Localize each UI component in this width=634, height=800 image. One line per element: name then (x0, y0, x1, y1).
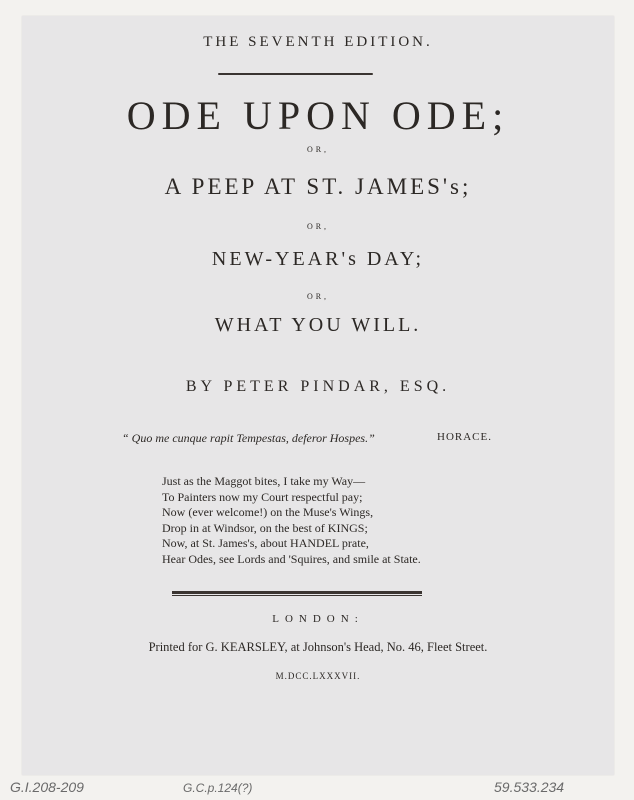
author-line: BY PETER PINDAR, ESQ. (185, 378, 451, 395)
verse-line: Now, at St. James's, about HANDEL prate, (162, 536, 369, 550)
edition-line: THE SEVENTH EDITION. (203, 34, 433, 50)
verse-line: Just as the Maggot bites, I take my Way— (162, 474, 366, 488)
title-page (22, 16, 614, 775)
verse-line: To Painters now my Court respectful pay; (162, 489, 363, 504)
or-connector: OR, (306, 292, 330, 301)
decorative-rule-top (218, 73, 373, 75)
verse-line: Drop in at Windsor, on the best of KINGS; (162, 520, 368, 535)
imprint-printer: Printed for G. KEARSLEY, at Johnson's Head, No. 46, Fleet Street. (148, 640, 488, 654)
verse-block (162, 474, 421, 567)
or-connector: OR, (306, 145, 330, 154)
or-connector: OR, (306, 222, 330, 231)
verse-line: Now (ever welcome!) on the Muse's Wings, (162, 505, 374, 519)
subtitle-what-you-will: WHAT YOU WILL. (214, 314, 422, 336)
pencil-annotation-right: 59.533.234 (494, 779, 565, 795)
main-title: ODE UPON ODE; (126, 93, 510, 138)
imprint-place: LONDON: (272, 613, 364, 625)
verse-line: Hear Odes, see Lords and 'Squires, and smile at State. (162, 551, 421, 566)
imprint-date: M.DCC.LXXXVII. (275, 671, 361, 681)
epigraph-quote: “ Quo me cunque rapit Tempestas, deferor Hospes.” (122, 431, 375, 445)
epigraph-source: HORACE. (437, 431, 492, 443)
subtitle-peep: A PEEP AT ST. JAMES's; (164, 174, 472, 199)
subtitle-new-year: NEW-YEAR's DAY; (211, 248, 425, 270)
pencil-annotation-left: G.I.208-209 (10, 779, 84, 795)
decorative-rule-bottom (172, 591, 422, 596)
pencil-annotation-middle: G.C.p.124(?) (183, 781, 253, 795)
